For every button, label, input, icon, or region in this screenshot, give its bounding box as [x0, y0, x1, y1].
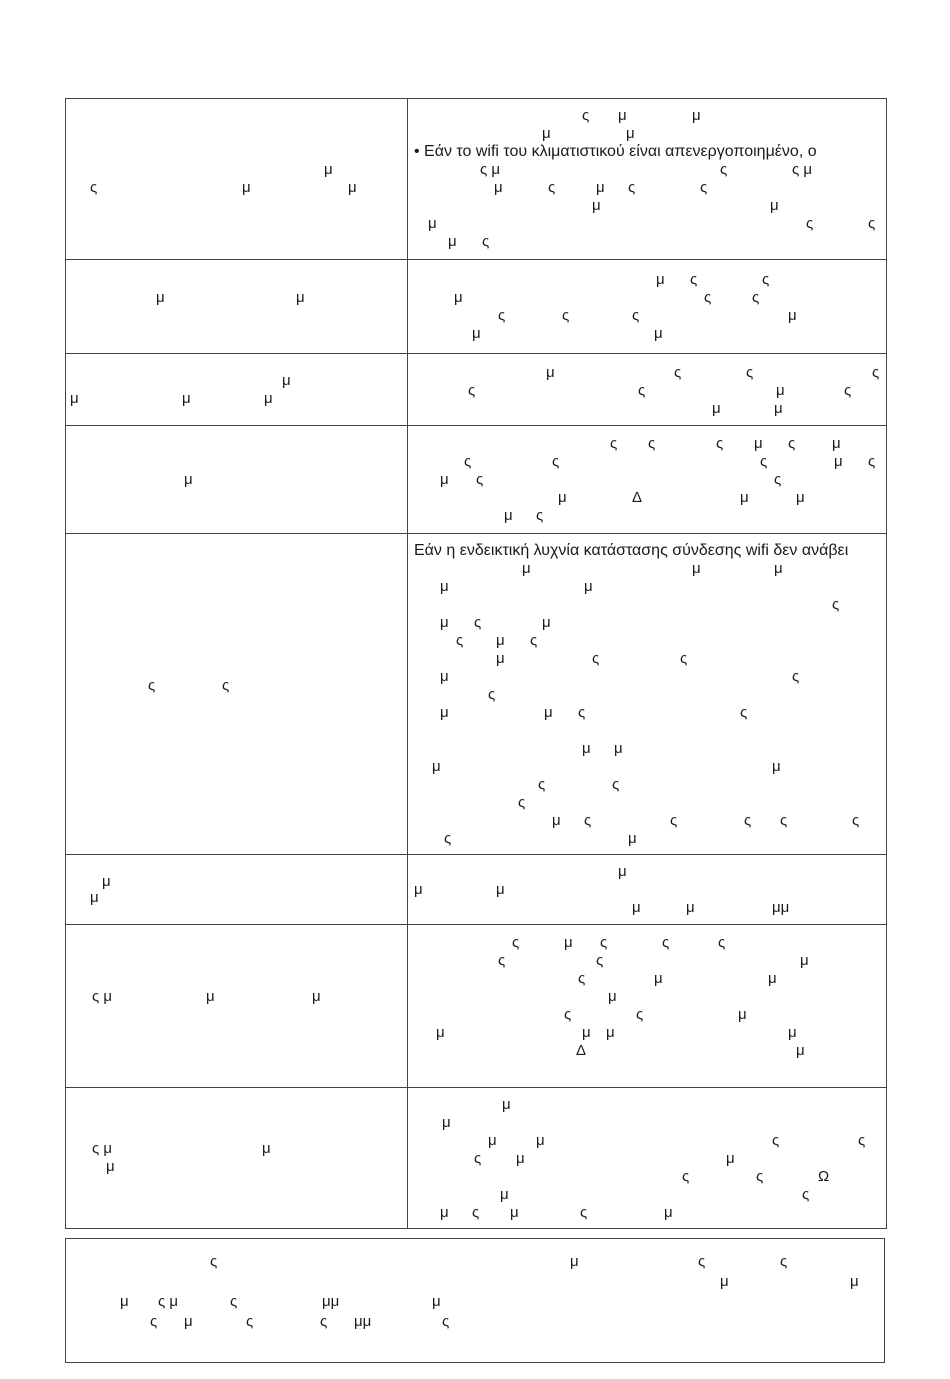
glyph: μ [544, 704, 553, 721]
glyph: μ [768, 970, 777, 987]
glyph: ς [578, 970, 586, 987]
glyph: ς [612, 776, 620, 793]
glyph: μ [522, 560, 531, 577]
glyph: ς [442, 1313, 450, 1330]
glyph: ς [746, 364, 754, 381]
glyph: ς [662, 934, 670, 951]
problem-cell [66, 534, 408, 854]
glyph: μ [494, 179, 503, 196]
glyph: ς [628, 179, 636, 196]
glyph: μ [654, 325, 663, 342]
table-row [66, 924, 886, 1087]
problem-cell [66, 426, 408, 533]
glyph: ς [740, 704, 748, 721]
glyph: μ [156, 289, 165, 306]
glyph: ς [548, 179, 556, 196]
glyph: μ [414, 881, 423, 898]
glyph: μ [582, 740, 591, 757]
glyph: ς [456, 632, 464, 649]
glyph: μ [542, 125, 551, 142]
table-row [66, 1087, 886, 1228]
glyph: μ [428, 215, 437, 232]
glyph: μ [184, 471, 193, 488]
note-box [65, 1238, 885, 1363]
glyph: ς [564, 1006, 572, 1023]
glyph: μ [440, 614, 449, 631]
glyph: ς [774, 471, 782, 488]
glyph: μ [182, 390, 191, 407]
glyph: μ [120, 1293, 129, 1310]
glyph: ς [474, 1150, 482, 1167]
glyph: μ [592, 197, 601, 214]
glyph: μ [570, 1253, 579, 1270]
glyph: μ [546, 364, 555, 381]
glyph: ς [320, 1313, 328, 1330]
glyph: μ [516, 1150, 525, 1167]
glyph: μ [614, 740, 623, 757]
glyph: μ [558, 489, 567, 506]
glyph: μ [656, 271, 665, 288]
glyph: μ [70, 390, 79, 407]
glyph: μ [774, 400, 783, 417]
glyph: μ [628, 830, 637, 847]
glyph: μ [454, 289, 463, 306]
glyph: μ [472, 325, 481, 342]
glyph: μ [90, 889, 99, 906]
glyph: μ [432, 758, 441, 775]
glyph: ς [872, 364, 880, 381]
glyph: μ [800, 952, 809, 969]
glyph: ς [698, 1253, 706, 1270]
glyph: μ [312, 988, 321, 1005]
glyph: ς [716, 435, 724, 452]
glyph: μ [788, 1024, 797, 1041]
glyph: μ [788, 307, 797, 324]
glyph: ς [680, 650, 688, 667]
glyph: μ [496, 632, 505, 649]
glyph: ς [582, 107, 590, 124]
glyph: μ [542, 614, 551, 631]
glyph: ς [150, 1313, 158, 1330]
glyph: ς [756, 1168, 764, 1185]
glyph: ς [700, 179, 708, 196]
glyph: ς [148, 677, 156, 694]
glyph: μ [720, 1273, 729, 1290]
glyph: μ [436, 1024, 445, 1041]
glyph: μ [282, 372, 291, 389]
glyph: ς [222, 677, 230, 694]
glyph: ς [682, 1168, 690, 1185]
glyph: ς [518, 794, 526, 811]
glyph: ς [498, 952, 506, 969]
glyph: ς [744, 812, 752, 829]
glyph: ς [780, 812, 788, 829]
solution-cell [408, 354, 886, 425]
glyph: ς [474, 614, 482, 631]
glyph: μ [102, 873, 111, 890]
glyph: ς [592, 650, 600, 667]
glyph: μ [502, 1096, 511, 1113]
solution-cell [408, 426, 886, 533]
glyph: ς [806, 215, 814, 232]
glyph: μ [686, 899, 695, 916]
glyph: ς [844, 382, 852, 399]
glyph: ς [788, 435, 796, 452]
glyph: ς [858, 1132, 866, 1149]
glyph: μ [712, 400, 721, 417]
glyph: ς [580, 1204, 588, 1221]
table-row [66, 259, 886, 353]
solution-cell [408, 1088, 886, 1228]
glyph: μ [692, 560, 701, 577]
glyph: μ [440, 704, 449, 721]
glyph: ς [610, 435, 618, 452]
glyph: ς [648, 435, 656, 452]
glyph: μ [448, 233, 457, 250]
glyph: μ [440, 668, 449, 685]
glyph: ς [638, 382, 646, 399]
instruction-text: • Εάν το wifi του κλιματιστικού είναι απενεργοποιημένο, ο [414, 143, 817, 160]
glyph: ς [512, 934, 520, 951]
glyph: μ [774, 560, 783, 577]
glyph: μ [262, 1140, 271, 1157]
glyph: ς [720, 161, 728, 178]
glyph: ς [246, 1313, 254, 1330]
glyph: ς [636, 1006, 644, 1023]
glyph: ς [464, 453, 472, 470]
glyph: μ [850, 1273, 859, 1290]
table-row [66, 353, 886, 425]
glyph: μ [738, 1006, 747, 1023]
glyph: ς [752, 289, 760, 306]
glyph: μ [496, 650, 505, 667]
glyph: μ [510, 1204, 519, 1221]
glyph: ς μ [92, 988, 113, 1005]
glyph: ς [488, 686, 496, 703]
glyph: ς [530, 632, 538, 649]
glyph: Ω [818, 1168, 830, 1185]
glyph: ς [760, 453, 768, 470]
troubleshooting-table [65, 98, 887, 1229]
glyph: μ [504, 507, 513, 524]
glyph: μ [740, 489, 749, 506]
glyph: ς [868, 453, 876, 470]
glyph: μ [692, 107, 701, 124]
glyph: μ [242, 179, 251, 196]
glyph: μ [106, 1158, 115, 1175]
glyph: ς [868, 215, 876, 232]
glyph: μ [776, 382, 785, 399]
glyph: ς [468, 382, 476, 399]
glyph: ς [670, 812, 678, 829]
glyph: ς [90, 179, 98, 196]
glyph: μ [626, 125, 635, 142]
glyph: μ [442, 1114, 451, 1131]
glyph: μμ [772, 899, 790, 916]
glyph: μμ [322, 1293, 340, 1310]
glyph: μ [348, 179, 357, 196]
glyph: ς [780, 1253, 788, 1270]
glyph: μ [206, 988, 215, 1005]
glyph: ς μ [92, 1140, 113, 1157]
table-row [66, 854, 886, 924]
glyph: μ [496, 881, 505, 898]
glyph: ς [578, 704, 586, 721]
glyph: μ [324, 161, 333, 178]
problem-cell [66, 260, 408, 353]
glyph: ς [852, 812, 860, 829]
glyph: ς [536, 507, 544, 524]
glyph: ς [538, 776, 546, 793]
problem-cell [66, 925, 408, 1087]
glyph: ς [444, 830, 452, 847]
glyph: ς μ [480, 161, 501, 178]
glyph: μ [726, 1150, 735, 1167]
glyph: μ [488, 1132, 497, 1149]
glyph: μ [632, 899, 641, 916]
glyph: ς [632, 307, 640, 324]
glyph: μ [608, 988, 617, 1005]
glyph: μ [664, 1204, 673, 1221]
problem-cell [66, 1088, 408, 1228]
problem-cell [66, 99, 408, 259]
glyph: μ [796, 489, 805, 506]
glyph: ς [562, 307, 570, 324]
glyph: μ [440, 578, 449, 595]
glyph: μ [584, 578, 593, 595]
glyph: ς [498, 307, 506, 324]
glyph: μ [796, 1042, 805, 1059]
instruction-text: Εάν η ενδεικτική λυχνία κατάστασης σύνδεσης wifi δεν ανάβει [414, 542, 849, 559]
problem-cell [66, 855, 408, 924]
glyph: ς [802, 1186, 810, 1203]
glyph: ς [718, 934, 726, 951]
solution-cell [408, 534, 886, 854]
glyph: ς [476, 471, 484, 488]
glyph: Δ [576, 1042, 587, 1059]
glyph: μ [536, 1132, 545, 1149]
glyph: ς [472, 1204, 480, 1221]
glyph: ς μ [158, 1293, 179, 1310]
table-row [66, 99, 886, 259]
solution-cell [408, 855, 886, 924]
glyph: μ [582, 1024, 591, 1041]
glyph: μ [564, 934, 573, 951]
solution-cell [408, 99, 886, 259]
glyph: ς μ [792, 161, 813, 178]
glyph: ς [482, 233, 490, 250]
glyph: ς [792, 668, 800, 685]
glyph: μμ [354, 1313, 372, 1330]
glyph: ς [690, 271, 698, 288]
glyph: Δ [632, 489, 643, 506]
glyph: ς [230, 1293, 238, 1310]
solution-cell [408, 260, 886, 353]
glyph: μ [432, 1293, 441, 1310]
glyph: μ [618, 107, 627, 124]
glyph: μ [264, 390, 273, 407]
glyph: μ [440, 471, 449, 488]
glyph: μ [654, 970, 663, 987]
glyph: μ [754, 435, 763, 452]
glyph: μ [552, 812, 561, 829]
glyph: ς [674, 364, 682, 381]
glyph: ς [210, 1253, 218, 1270]
glyph: μ [770, 197, 779, 214]
glyph: ς [704, 289, 712, 306]
glyph: ς [600, 934, 608, 951]
glyph: μ [440, 1204, 449, 1221]
glyph: μ [296, 289, 305, 306]
glyph: μ [834, 453, 843, 470]
glyph: μ [772, 758, 781, 775]
glyph: ς [772, 1132, 780, 1149]
glyph: μ [832, 435, 841, 452]
solution-cell [408, 925, 886, 1087]
glyph: μ [500, 1186, 509, 1203]
table-row [66, 533, 886, 854]
glyph: μ [596, 179, 605, 196]
glyph: ς [762, 271, 770, 288]
table-row [66, 425, 886, 533]
glyph: ς [596, 952, 604, 969]
glyph: μ [606, 1024, 615, 1041]
glyph: ς [584, 812, 592, 829]
glyph: ς [832, 596, 840, 613]
problem-cell [66, 354, 408, 425]
glyph: μ [184, 1313, 193, 1330]
glyph: ς [552, 453, 560, 470]
glyph: μ [618, 863, 627, 880]
